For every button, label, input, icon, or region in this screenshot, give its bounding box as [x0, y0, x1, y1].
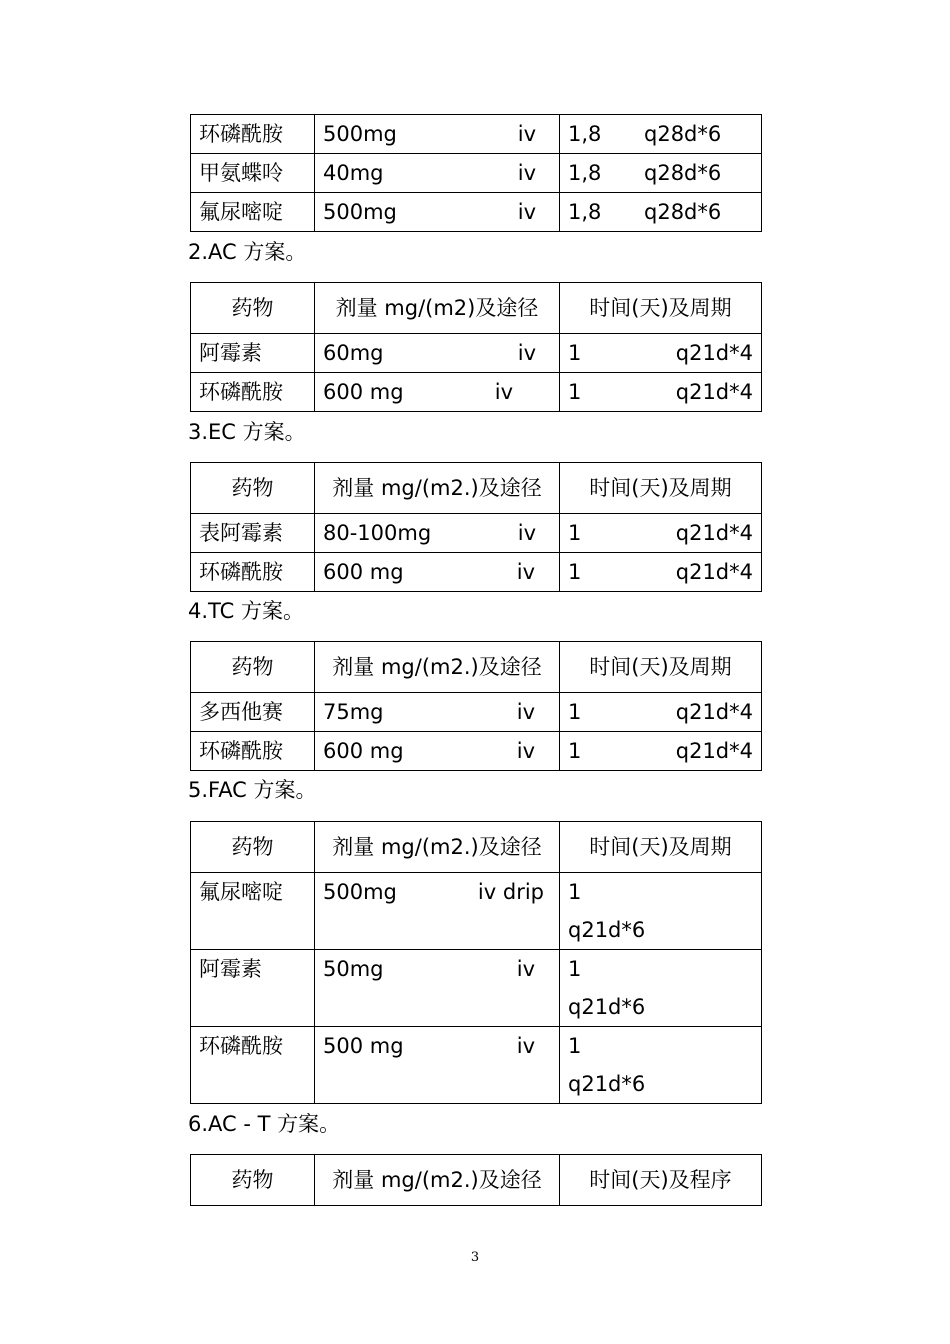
table-row: [191, 1027, 762, 1104]
dose-cell: 80-100mg iv: [315, 514, 560, 553]
dose-cell: 40mg iv: [315, 154, 560, 193]
regimen-3-table: [190, 462, 762, 592]
column-header: 剂量 mg/(m2.)及途径: [315, 1155, 560, 1206]
schedule-cell: 1,8 q28d*6: [560, 193, 762, 232]
column-header: 时间(天)及程序: [560, 1155, 762, 1206]
section-heading: 5.FAC 方案。: [188, 778, 317, 802]
regimen-2-table: [190, 282, 762, 412]
dose-cell: 500mg iv: [315, 115, 560, 154]
column-header: 时间(天)及周期: [560, 822, 762, 873]
schedule-cell: 1 q21d*6: [560, 1027, 762, 1104]
dose-cell: 50mg iv: [315, 950, 560, 1027]
table-row: [191, 373, 762, 412]
page-number: 3: [470, 1250, 480, 1265]
drug-cell: 环磷酰胺: [191, 1027, 315, 1104]
table-row: [191, 154, 762, 193]
schedule-cell: 1 q21d*6: [560, 950, 762, 1027]
table-row: [191, 732, 762, 771]
drug-cell: 环磷酰胺: [191, 373, 315, 412]
regimen-6-table: [190, 1154, 762, 1206]
dose-cell: 500 mg iv: [315, 1027, 560, 1104]
dose-cell: 60mg iv: [315, 334, 560, 373]
column-header: 时间(天)及周期: [560, 283, 762, 334]
dose-cell: 600 mg iv: [315, 553, 560, 592]
drug-cell: 阿霉素: [191, 950, 315, 1027]
table-header-row: [191, 642, 762, 693]
regimen-1-table: [190, 114, 762, 232]
schedule-cell: 1 q21d*4: [560, 334, 762, 373]
column-header: 剂量 mg/(m2.)及途径: [315, 642, 560, 693]
schedule-cell: 1 q21d*6: [560, 873, 762, 950]
table-row: [191, 693, 762, 732]
regimen-5-table: [190, 821, 762, 1104]
section-heading: 3.EC 方案。: [188, 420, 306, 444]
table-header-row: [191, 463, 762, 514]
schedule-cell: 1 q21d*4: [560, 693, 762, 732]
table-row: [191, 950, 762, 1027]
section-heading: 6.AC - T 方案。: [188, 1112, 341, 1136]
column-header: 时间(天)及周期: [560, 642, 762, 693]
table-header-row: [191, 1155, 762, 1206]
column-header: 药物: [191, 822, 315, 873]
dose-cell: 500mg iv drip: [315, 873, 560, 950]
schedule-cell: 1 q21d*4: [560, 732, 762, 771]
table-row: [191, 115, 762, 154]
schedule-cell: 1 q21d*4: [560, 373, 762, 412]
table-row: [191, 193, 762, 232]
column-header: 剂量 mg/(m2.)及途径: [315, 822, 560, 873]
drug-cell: 氟尿嘧啶: [191, 193, 315, 232]
table-header-row: [191, 822, 762, 873]
schedule-cell: 1,8 q28d*6: [560, 115, 762, 154]
column-header: 时间(天)及周期: [560, 463, 762, 514]
table-header-row: [191, 283, 762, 334]
table-row: [191, 553, 762, 592]
table-row: [191, 514, 762, 553]
drug-cell: 环磷酰胺: [191, 732, 315, 771]
dose-cell: 600 mg iv: [315, 732, 560, 771]
section-heading: 2.AC 方案。: [188, 240, 307, 264]
drug-cell: 环磷酰胺: [191, 115, 315, 154]
drug-cell: 多西他赛: [191, 693, 315, 732]
column-header: 药物: [191, 283, 315, 334]
schedule-cell: 1,8 q28d*6: [560, 154, 762, 193]
table-row: [191, 873, 762, 950]
dose-cell: 600 mg iv: [315, 373, 560, 412]
drug-cell: 甲氨蝶呤: [191, 154, 315, 193]
drug-cell: 表阿霉素: [191, 514, 315, 553]
drug-cell: 阿霉素: [191, 334, 315, 373]
column-header: 药物: [191, 1155, 315, 1206]
column-header: 剂量 mg/(m2)及途径: [315, 283, 560, 334]
drug-cell: 氟尿嘧啶: [191, 873, 315, 950]
dose-cell: 500mg iv: [315, 193, 560, 232]
schedule-cell: 1 q21d*4: [560, 514, 762, 553]
column-header: 剂量 mg/(m2.)及途径: [315, 463, 560, 514]
dose-cell: 75mg iv: [315, 693, 560, 732]
regimen-4-table: [190, 641, 762, 771]
table-row: [191, 334, 762, 373]
drug-cell: 环磷酰胺: [191, 553, 315, 592]
column-header: 药物: [191, 463, 315, 514]
column-header: 药物: [191, 642, 315, 693]
schedule-cell: 1 q21d*4: [560, 553, 762, 592]
section-heading: 4.TC 方案。: [188, 599, 304, 623]
